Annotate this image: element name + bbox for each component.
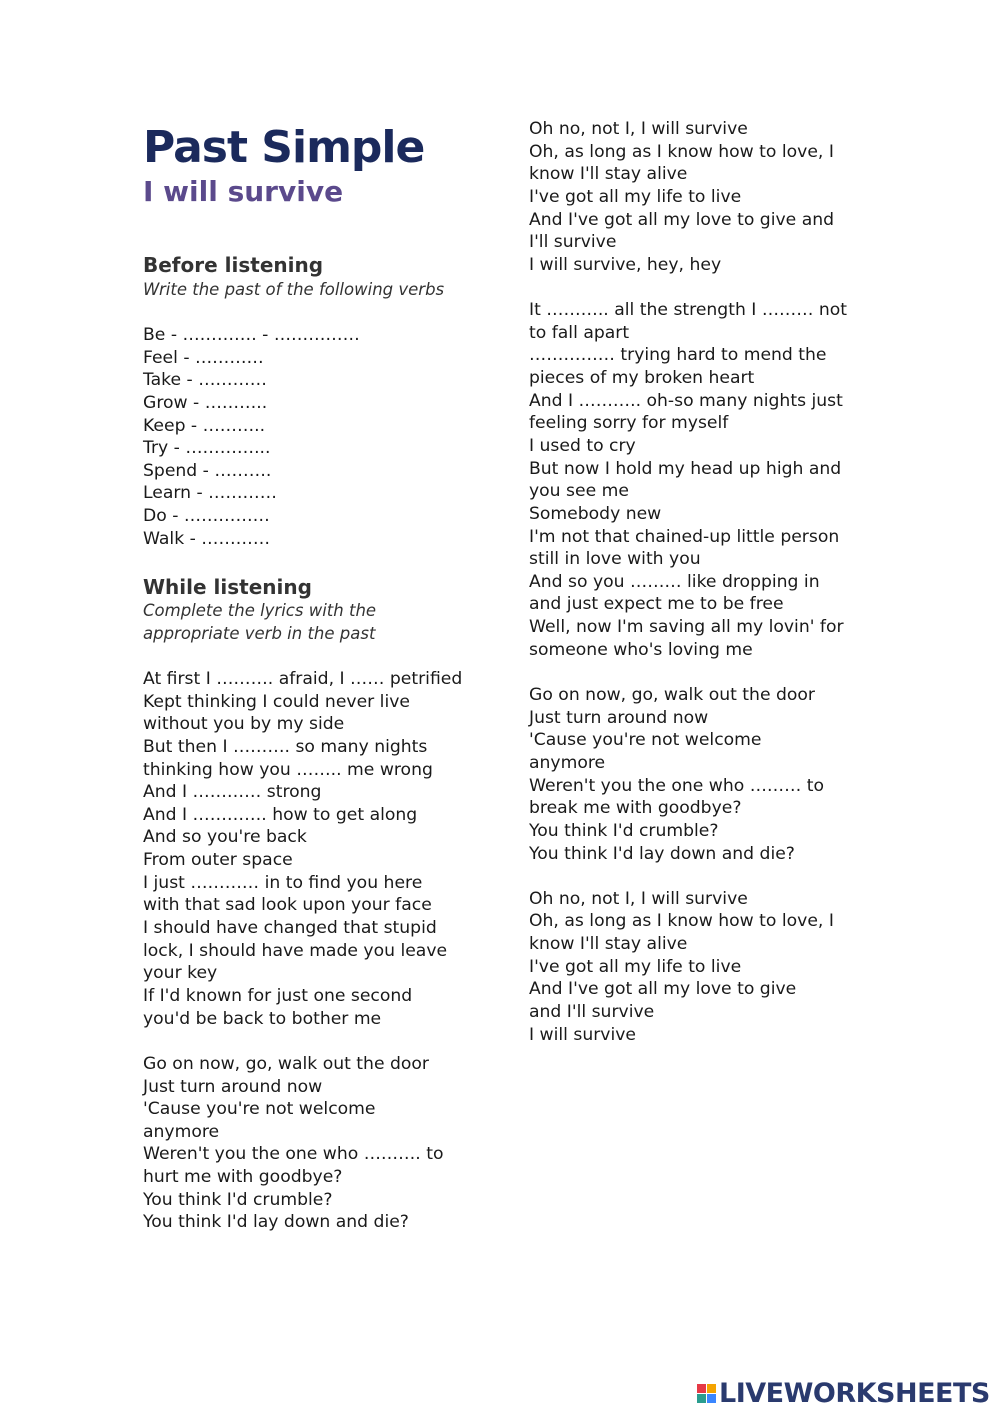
text-line: You think I'd crumble? <box>529 820 719 841</box>
text-line: …………… trying hard to mend the <box>529 345 827 366</box>
text-line: you see me <box>529 481 629 502</box>
verb-list <box>143 324 360 550</box>
stanza-break <box>529 276 847 299</box>
text-line: feeling sorry for myself <box>529 413 729 434</box>
liveworksheets-logo[interactable] <box>697 1378 990 1408</box>
logo-square <box>707 1394 716 1403</box>
stanza-break <box>529 865 847 888</box>
lyrics-left-column <box>143 668 462 1234</box>
text-line: Weren't you the one who ……… to <box>529 775 825 796</box>
before-listening-instruction: Write the past of the following verbs <box>143 280 445 299</box>
text-line: without you by my side <box>143 714 345 735</box>
text-line: Walk - ………… <box>143 528 271 549</box>
text-line: know I'll stay alive <box>529 934 688 955</box>
text-line: Take - ………… <box>143 370 267 391</box>
text-line: you'd be back to bother me <box>143 1008 382 1029</box>
text-line: with that sad look upon your face <box>143 895 432 916</box>
text-line: You think I'd crumble? <box>143 1189 333 1210</box>
text-line: I've got all my life to live <box>529 186 742 207</box>
text-line: And so you're back <box>143 827 307 848</box>
instruction-line: appropriate verb in the past <box>143 623 376 643</box>
logo-mark-icon <box>697 1384 716 1403</box>
text-line: Oh, as long as I know how to love, I <box>529 911 834 932</box>
text-line: Well, now I'm saving all my lovin' for <box>529 617 844 638</box>
text-line: And I've got all my love to give and <box>529 209 835 230</box>
page-title: Past Simple <box>143 122 425 173</box>
text-line: Be - …………. - …………… <box>143 325 360 345</box>
text-line: I used to cry <box>529 435 636 456</box>
text-line: And I ………… strong <box>143 782 322 803</box>
text-line: And I ……….. oh-so many nights just <box>529 390 843 411</box>
text-line: break me with goodbye? <box>529 798 742 819</box>
while-listening-heading: While listening <box>143 575 312 599</box>
before-listening-heading: Before listening <box>143 253 324 277</box>
text-line: still in love with you <box>529 549 701 570</box>
text-line: Feel - ………… <box>143 347 264 368</box>
text-line: You think I'd lay down and die? <box>529 843 795 864</box>
text-line: pieces of my broken heart <box>529 368 755 389</box>
while-listening-instruction <box>143 600 483 645</box>
stanza-break <box>529 661 847 684</box>
text-line: someone who's loving me <box>529 639 753 660</box>
lyrics-right-column <box>529 118 847 1046</box>
text-line: lock, I should have made you leave <box>143 940 448 961</box>
stanza-break <box>143 1030 462 1053</box>
text-line: Weren't you the one who ………. to <box>143 1144 444 1165</box>
logo-square <box>697 1394 706 1403</box>
text-line: 'Cause you're not welcome <box>529 730 762 751</box>
text-line: and just expect me to be free <box>529 594 784 615</box>
text-line: know I'll stay alive <box>529 164 688 185</box>
page-subtitle: I will survive <box>143 175 344 208</box>
text-line: hurt me with goodbye? <box>143 1167 343 1188</box>
text-line: You think I'd lay down and die? <box>143 1212 409 1233</box>
logo-text: LIVEWORKSHEETS <box>719 1377 990 1409</box>
text-line: And so you ……… like dropping in <box>529 571 820 592</box>
text-line: 'Cause you're not welcome <box>143 1099 376 1120</box>
text-line: It ……….. all the strength I ……… not <box>529 300 848 321</box>
text-line: From outer space <box>143 850 293 871</box>
text-line: thinking how you …….. me wrong <box>143 759 433 780</box>
text-line: Oh no, not I, I will survive <box>529 119 748 139</box>
text-line: Oh no, not I, I will survive <box>529 888 748 909</box>
text-line: If I'd known for just one second <box>143 985 413 1006</box>
text-line: At first I ………. afraid, I …… petrified <box>143 669 463 689</box>
text-line: Somebody new <box>529 503 662 524</box>
text-line: Keep - ……….. <box>143 415 266 436</box>
text-line: Go on now, go, walk out the door <box>143 1053 429 1074</box>
text-line: But now I hold my head up high and <box>529 458 842 479</box>
text-line: I just ………… in to find you here <box>143 872 423 893</box>
text-line: And I …………. how to get along <box>143 804 418 825</box>
logo-square <box>707 1384 716 1393</box>
text-line: and I'll survive <box>529 1001 655 1022</box>
text-line: I'm not that chained-up little person <box>529 526 840 547</box>
text-line: Oh, as long as I know how to love, I <box>529 141 834 162</box>
text-line: your key <box>143 963 218 984</box>
text-line: Kept thinking I could never live <box>143 691 410 712</box>
text-line: to fall apart <box>529 322 630 343</box>
logo-square <box>697 1384 706 1393</box>
text-line: I will survive <box>529 1024 636 1045</box>
text-line: Grow - ……….. <box>143 392 268 413</box>
text-line: Just turn around now <box>143 1076 323 1097</box>
text-line: Try - …………... <box>143 438 271 459</box>
instruction-line: Complete the lyrics with the <box>143 601 377 620</box>
text-line: I will survive, hey, hey <box>529 254 722 275</box>
text-line: Just turn around now <box>529 707 709 728</box>
text-line: I'll survive <box>529 232 617 253</box>
text-line: Spend - ………. <box>143 460 272 481</box>
text-line: Do - …………… <box>143 506 270 527</box>
text-line: Go on now, go, walk out the door <box>529 685 815 706</box>
text-line: anymore <box>143 1121 220 1142</box>
text-line: Learn - ………… <box>143 483 277 504</box>
text-line: I should have changed that stupid <box>143 918 437 939</box>
text-line: I've got all my life to live <box>529 956 742 977</box>
text-line: But then I ………. so many nights <box>143 736 428 757</box>
text-line: anymore <box>529 752 606 773</box>
text-line: And I've got all my love to give <box>529 979 797 1000</box>
